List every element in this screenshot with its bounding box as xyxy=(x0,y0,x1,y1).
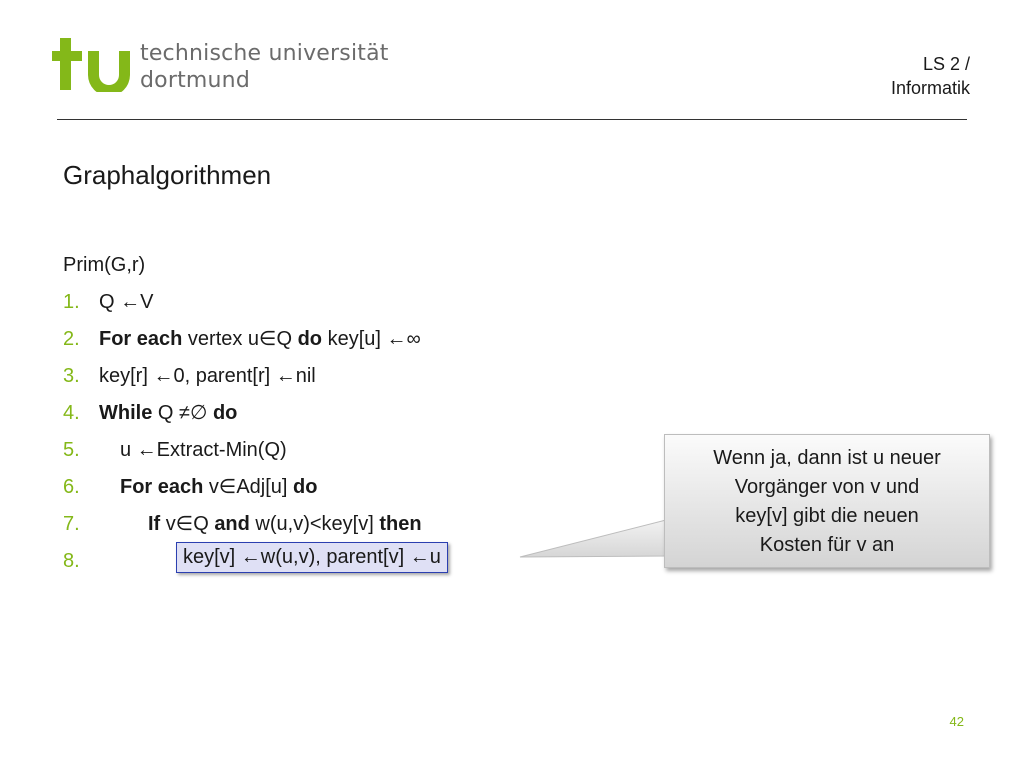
code-text: w(u,v)<key[v] xyxy=(249,513,380,535)
university-name-line1: technische universität xyxy=(140,41,389,66)
keyword-do: do xyxy=(293,476,318,498)
line-number: 1. xyxy=(63,291,80,313)
line-number: 4. xyxy=(63,402,80,424)
keyword-while: While xyxy=(99,402,153,424)
keyword-then: then xyxy=(379,513,422,535)
page-number: 42 xyxy=(949,714,964,729)
code-text: key[u] ←∞ xyxy=(322,328,421,350)
keyword-for-each: For each xyxy=(120,476,204,498)
keyword-and: and xyxy=(214,513,250,535)
callout-text-line2: Vorgänger von v und xyxy=(734,476,920,498)
line-number: 3. xyxy=(63,365,80,387)
code-text: vertex u∈Q xyxy=(182,328,298,350)
code-text: v∈Q xyxy=(160,513,215,535)
code-text: u ←Extract-Min(Q) xyxy=(120,439,287,461)
callout-text-line4: Kosten für v an xyxy=(759,534,895,556)
line-number: 8. xyxy=(63,550,80,572)
line-number: 5. xyxy=(63,439,80,461)
code-text: key[r] ←0, parent[r] ←nil xyxy=(99,365,316,387)
line-number: 6. xyxy=(63,476,80,498)
keyword-do: do xyxy=(212,402,238,424)
algorithm-header: Prim(G,r) xyxy=(63,254,146,276)
university-name-line2: dortmund xyxy=(140,68,250,93)
callout-text-line3: key[v] gibt die neuen xyxy=(735,505,919,527)
chair-label-line2: Informatik xyxy=(890,78,970,98)
slide-title: Graphalgorithmen xyxy=(63,160,272,190)
keyword-do: do xyxy=(297,328,323,350)
line-number: 2. xyxy=(63,328,80,350)
callout-text-line1: Wenn ja, dann ist u neuer xyxy=(713,447,941,469)
keyword-for-each: For each xyxy=(99,328,183,350)
code-text: Q ←V xyxy=(99,291,154,313)
highlighted-statement: key[v] ←w(u,v), parent[v] ←u xyxy=(176,542,448,573)
code-text: Q ≠∅ xyxy=(152,402,213,424)
callout-box xyxy=(664,434,990,568)
line-number: 7. xyxy=(63,513,80,535)
chair-label-line1: LS 2 / xyxy=(922,54,970,74)
code-text: v∈Adj[u] xyxy=(203,476,294,498)
keyword-if: If xyxy=(148,513,161,535)
